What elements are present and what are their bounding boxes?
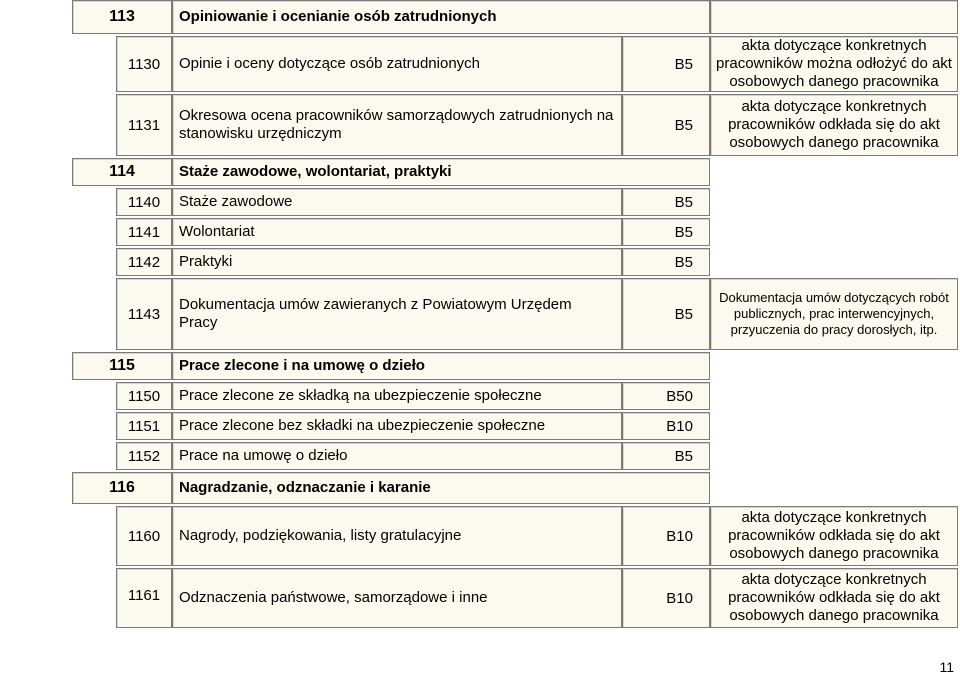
table-row	[0, 412, 960, 440]
item-code: 1161	[116, 568, 172, 628]
group-code: 114	[72, 158, 172, 186]
item-title: Dokumentacja umów zawieranych z Powiatowym Urzędem Pracy	[172, 278, 622, 350]
group-code: 113	[72, 0, 172, 34]
item-title: Prace zlecone bez składki na ubezpieczenie społeczne	[172, 412, 622, 440]
table-row	[0, 278, 960, 350]
item-code: 1150	[116, 382, 172, 410]
item-code: 1152	[116, 442, 172, 470]
table-row	[0, 248, 960, 276]
item-code: 1160	[116, 506, 172, 566]
item-category: B5	[622, 278, 710, 350]
item-title: Opinie i oceny dotyczące osób zatrudnionych	[172, 36, 622, 92]
table-row	[0, 568, 960, 628]
item-category: B5	[622, 442, 710, 470]
item-title: Nagrody, podziękowania, listy gratulacyjne	[172, 506, 622, 566]
item-code: 1143	[116, 278, 172, 350]
item-title: Okresowa ocena pracowników samorządowych zatrudnionych na stanowisku urzędniczym	[172, 94, 622, 156]
item-code: 1141	[116, 218, 172, 246]
note-cell	[710, 0, 958, 34]
item-code: 1131	[116, 94, 172, 156]
item-note: akta dotyczące konkretnych pracowników odkłada się do akt osobowych danego pracownika	[710, 568, 958, 628]
group-title: Nagradzanie, odznaczanie i karanie	[172, 472, 710, 504]
item-category: B5	[622, 248, 710, 276]
item-title: Prace zlecone ze składką na ubezpieczenie społeczne	[172, 382, 622, 410]
table-row	[0, 36, 960, 92]
item-code: 1130	[116, 36, 172, 92]
table-row	[0, 506, 960, 566]
item-title: Prace na umowę o dzieło	[172, 442, 622, 470]
group-title: Staże zawodowe, wolontariat, praktyki	[172, 158, 710, 186]
item-title: Praktyki	[172, 248, 622, 276]
item-category: B10	[622, 568, 710, 628]
item-title: Staże zawodowe	[172, 188, 622, 216]
table-row	[0, 188, 960, 216]
table-row	[0, 0, 960, 34]
group-title: Opiniowanie i ocenianie osób zatrudnionych	[172, 0, 710, 34]
item-category: B50	[622, 382, 710, 410]
group-code: 116	[72, 472, 172, 504]
item-note: akta dotyczące konkretnych pracowników można odłożyć do akt osobowych danego pracownika	[710, 36, 958, 92]
item-note: akta dotyczące konkretnych pracowników odkłada się do akt osobowych danego pracownika	[710, 506, 958, 566]
item-category: B5	[622, 218, 710, 246]
item-note: akta dotyczące konkretnych pracowników odkłada się do akt osobowych danego pracownika	[710, 94, 958, 156]
item-category: B5	[622, 36, 710, 92]
table-row	[0, 158, 960, 186]
table-row	[0, 472, 960, 504]
item-title: Wolontariat	[172, 218, 622, 246]
table-row	[0, 442, 960, 470]
table-row	[0, 218, 960, 246]
item-title: Odznaczenia państwowe, samorządowe i inne	[172, 568, 622, 628]
item-note: Dokumentacja umów dotyczących robót publicznych, prac interwencyjnych, przyuczenia do pracy dorosłych, itp.	[710, 278, 958, 350]
group-code: 115	[72, 352, 172, 380]
item-code: 1142	[116, 248, 172, 276]
item-category: B5	[622, 94, 710, 156]
table-row	[0, 94, 960, 156]
item-category: B10	[622, 412, 710, 440]
item-code: 1140	[116, 188, 172, 216]
table-row	[0, 382, 960, 410]
item-code: 1151	[116, 412, 172, 440]
page-number: 11	[939, 659, 954, 675]
item-category: B5	[622, 188, 710, 216]
table-row	[0, 352, 960, 380]
group-title: Prace zlecone i na umowę o dzieło	[172, 352, 710, 380]
item-category: B10	[622, 506, 710, 566]
